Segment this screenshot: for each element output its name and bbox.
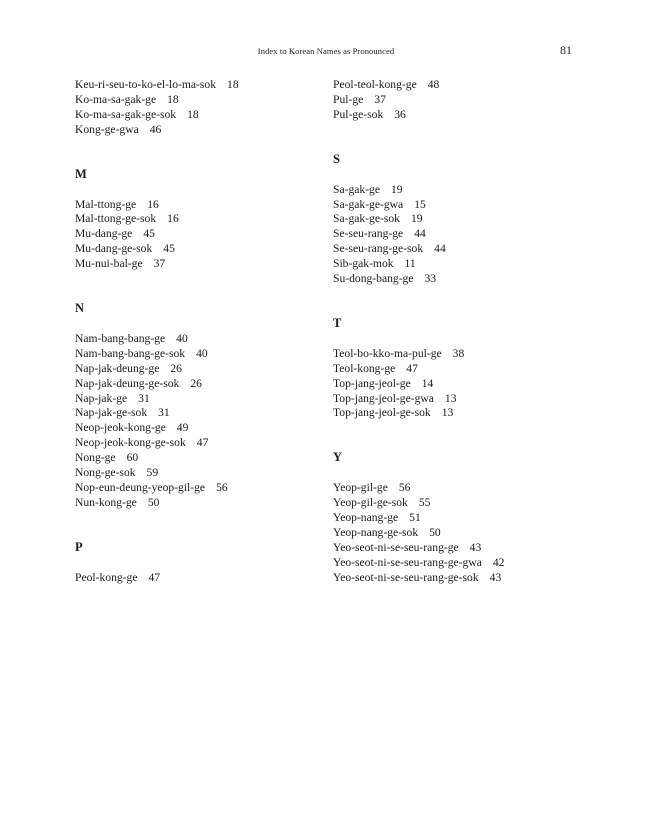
index-page-ref: 26 [170, 361, 182, 375]
section-spacer [333, 167, 504, 183]
index-page-ref: 13 [441, 406, 454, 420]
index-entry [75, 257, 239, 272]
index-page-ref: 42 [492, 555, 505, 569]
index-term: Sa-gak-ge-gwa [333, 197, 404, 211]
index-entry [75, 406, 239, 421]
index-page-ref: 40 [176, 332, 188, 346]
index-term: Neop-jeok-kong-ge [75, 421, 166, 435]
index-term: Mu-dang-ge [75, 227, 133, 241]
index-term: Nong-ge [75, 451, 116, 465]
index-entry [75, 377, 239, 392]
index-page-ref: 37 [153, 257, 166, 271]
index-entry [75, 123, 239, 138]
index-term: Mal-ttong-ge [75, 197, 137, 211]
section-spacer [75, 316, 239, 332]
index-page-ref: 18 [167, 92, 179, 106]
index-term: Nun-kong-ge [75, 495, 137, 509]
index-term: Nam-bang-bang-ge-sok [75, 346, 186, 360]
index-term: Mal-ttong-ge-sok [75, 212, 157, 226]
index-term: Top-jang-jeol-ge-gwa [333, 391, 434, 405]
index-page-ref: 55 [418, 496, 431, 510]
index-entry [333, 362, 504, 377]
section-letter-heading: S [333, 151, 340, 166]
index-term: Ko-ma-sa-gak-ge [75, 92, 157, 106]
index-page-ref: 56 [398, 481, 411, 495]
index-entry [333, 272, 504, 287]
index-term: Top-jang-jeol-ge [333, 376, 411, 390]
index-term: Nap-jak-ge-sok [75, 406, 148, 420]
index-term: Su-dong-bang-ge [333, 272, 414, 286]
index-term: Yeo-seot-ni-se-seu-rang-ge-sok [333, 570, 479, 584]
index-page-ref: 14 [421, 376, 434, 390]
index-entry [75, 392, 239, 407]
section-spacer [333, 421, 504, 450]
index-term: Yeop-gil-ge [333, 481, 388, 495]
section-letter-heading: M [75, 166, 87, 181]
index-term: Se-seu-rang-ge-sok [333, 242, 424, 256]
index-term: Se-seu-rang-ge [333, 227, 404, 241]
index-term: Mu-nui-bal-ge [75, 257, 143, 271]
index-entry [333, 183, 504, 198]
index-term: Pul-ge-sok [333, 107, 384, 121]
index-entry [75, 436, 239, 451]
index-page-ref: 26 [190, 376, 202, 390]
index-term: Nap-jak-deung-ge-sok [75, 376, 180, 390]
index-page-ref: 49 [176, 421, 189, 435]
index-page-ref: 47 [196, 436, 209, 450]
index-page-ref: 48 [427, 78, 440, 91]
index-entry [333, 541, 504, 556]
index-term: Yeo-seot-ni-se-seu-rang-ge-gwa [333, 555, 482, 569]
index-entry [333, 212, 504, 227]
section-spacer [75, 272, 239, 301]
index-entry [75, 212, 239, 227]
index-term: Teol-bo-kko-ma-pul-ge [333, 346, 442, 360]
index-term: Mu-dang-ge-sok [75, 242, 153, 256]
index-entry [333, 511, 504, 526]
index-entry [75, 93, 239, 108]
index-entry [333, 392, 504, 407]
index-page-ref: 45 [143, 227, 155, 241]
index-entry [333, 406, 504, 421]
index-term: Yeop-gil-ge-sok [333, 496, 408, 510]
index-entry [333, 242, 504, 257]
index-page-ref: 33 [424, 272, 437, 286]
index-entry [75, 198, 239, 213]
index-page-ref: 60 [126, 451, 139, 465]
index-page-ref: 51 [409, 511, 421, 525]
index-page-ref: 19 [410, 212, 423, 226]
index-term: Kong-ge-gwa [75, 122, 139, 136]
index-page-ref: 18 [187, 107, 199, 121]
index-page-ref: 46 [149, 122, 162, 136]
section-letter-heading: N [75, 301, 85, 316]
index-entry [75, 451, 239, 466]
index-entry [333, 108, 504, 123]
index-page-ref: 37 [374, 92, 386, 106]
index-term: Nong-ge-sok [75, 466, 136, 480]
index-entry [75, 571, 239, 586]
index-term: Peol-teol-kong-ge [333, 78, 417, 91]
index-term: Nam-bang-bang-ge [75, 332, 166, 346]
index-entry [75, 496, 239, 511]
index-term: Teol-kong-ge [333, 361, 396, 375]
section-spacer [75, 511, 239, 540]
index-page-ref: 11 [404, 257, 416, 271]
index-entry [333, 78, 504, 93]
index-term: Top-jang-jeol-ge-sok [333, 406, 431, 420]
index-page-ref: 31 [158, 406, 170, 420]
index-term: Sib-gak-mok [333, 257, 394, 271]
index-page-ref: 56 [216, 480, 228, 494]
index-page-ref: 36 [394, 107, 406, 121]
index-entry [75, 362, 239, 377]
section-letter-heading: Y [333, 450, 343, 465]
index-page-ref: 43 [489, 570, 502, 584]
index-entry [75, 466, 239, 481]
index-term: Pul-ge [333, 92, 364, 106]
index-page-ref: 44 [434, 242, 446, 256]
index-entry [333, 496, 504, 511]
index-page-ref: 43 [469, 540, 482, 554]
index-entry [75, 108, 239, 123]
index-page-ref: 47 [406, 361, 418, 375]
index-term: Yeo-seot-ni-se-seu-rang-ge [333, 540, 459, 554]
index-term: Neop-jeok-kong-ge-sok [75, 436, 186, 450]
index-page-ref: 47 [148, 570, 161, 584]
index-page-ref: 38 [452, 346, 465, 360]
index-entry [333, 93, 504, 108]
section-letter-heading: T [333, 315, 342, 330]
section-spacer [333, 331, 504, 347]
section-spacer [333, 287, 504, 316]
index-entry [333, 377, 504, 392]
index-entry [333, 526, 504, 541]
running-title: Index to Korean Names as Pronounced [257, 46, 395, 56]
index-term: Yeop-nang-ge [333, 511, 399, 525]
index-entry [75, 332, 239, 347]
index-entry [75, 347, 239, 362]
index-page-ref: 50 [147, 495, 160, 509]
index-entry [75, 421, 239, 436]
index-page-ref: 50 [429, 526, 441, 540]
section-spacer [333, 465, 504, 481]
index-page-ref: 44 [414, 227, 426, 241]
index-page-ref: 15 [414, 197, 426, 211]
index-column-left [75, 78, 239, 586]
index-term: Nap-jak-deung-ge [75, 361, 160, 375]
index-entry [333, 481, 504, 496]
index-page-ref: 16 [167, 212, 179, 226]
index-term: Nop-eun-deung-yeop-gil-ge [75, 480, 206, 494]
index-page-ref: 19 [391, 182, 403, 196]
page-number: 81 [560, 43, 572, 57]
section-spacer [75, 555, 239, 571]
section-letter-heading: P [75, 539, 83, 554]
index-entry [75, 481, 239, 496]
index-term: Sa-gak-ge [333, 182, 380, 196]
index-term: Yeop-nang-ge-sok [333, 526, 419, 540]
index-page-ref: 18 [227, 78, 239, 91]
index-entry [333, 571, 504, 586]
index-entry [75, 227, 239, 242]
index-page-ref: 31 [138, 391, 150, 405]
index-entry [333, 347, 504, 362]
index-term: Ko-ma-sa-gak-ge-sok [75, 107, 177, 121]
section-spacer [75, 138, 239, 167]
index-entry [75, 242, 239, 257]
index-term: Keu-ri-seu-to-ko-el-lo-ma-sok [75, 78, 217, 91]
section-spacer [75, 182, 239, 198]
index-column-right [333, 78, 504, 586]
index-term: Sa-gak-ge-sok [333, 212, 400, 226]
index-page-ref: 45 [163, 242, 175, 256]
index-entry [333, 227, 504, 242]
index-term: Peol-kong-ge [75, 570, 138, 584]
index-entry [333, 198, 504, 213]
index-term: Nap-jak-ge [75, 391, 128, 405]
index-page-ref: 16 [147, 197, 159, 211]
index-page-ref: 40 [196, 346, 208, 360]
index-entry [333, 556, 504, 571]
index-page-ref: 59 [146, 466, 159, 480]
index-entry [333, 257, 504, 272]
section-spacer [333, 123, 504, 152]
index-entry [75, 78, 239, 93]
index-page-ref: 13 [444, 391, 457, 405]
